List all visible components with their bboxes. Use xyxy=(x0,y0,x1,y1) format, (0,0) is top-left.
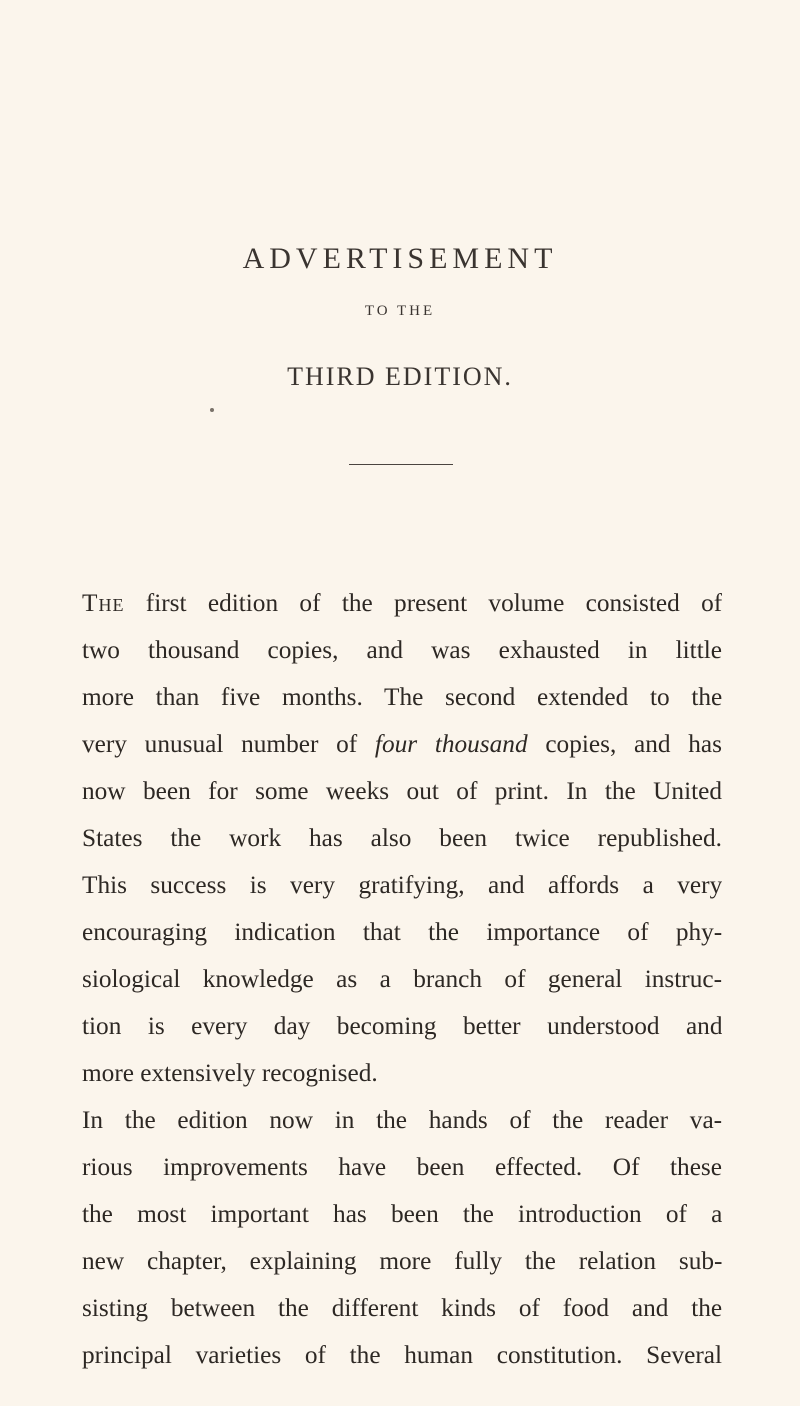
text-line: In the edition now in the hands of the reader va- xyxy=(82,1106,722,1134)
divider-rule xyxy=(349,464,453,465)
text-line: two thousand copies, and was exhausted in little xyxy=(82,636,722,664)
text-line: more than five months. The second extended to the xyxy=(82,683,722,711)
text-line: States the work has also been twice republished. xyxy=(82,824,722,852)
page-subtitle: TO THE xyxy=(364,303,436,319)
text-line: now been for some weeks out of print. In the United xyxy=(82,777,722,805)
edition-heading: THIRD EDITION. xyxy=(287,362,513,391)
body-text xyxy=(82,580,722,1379)
text-line: encouraging indication that the importance of phy- xyxy=(82,918,722,946)
text-line: The first edition of the present volume consisted of xyxy=(82,589,722,617)
text-line: more extensively recognised. xyxy=(82,1059,378,1087)
text-line: very unusual number of four thousand copies, and has xyxy=(82,730,722,758)
text-line: This success is very gratifying, and affords a very xyxy=(82,871,722,899)
text-line: principal varieties of the human constitution. Several xyxy=(82,1341,722,1369)
text-line: rious improvements have been effected. Of these xyxy=(82,1153,722,1181)
ink-speck xyxy=(210,408,214,412)
text-line: siological knowledge as a branch of general instruc- xyxy=(82,965,722,993)
text-line: new chapter, explaining more fully the relation sub- xyxy=(82,1247,722,1275)
text-line: sisting between the different kinds of food and the xyxy=(82,1294,722,1322)
page-title: ADVERTISEMENT xyxy=(242,242,558,275)
text-line: the most important has been the introduction of a xyxy=(82,1200,722,1228)
text-line: tion is every day becoming better understood and xyxy=(82,1012,722,1040)
